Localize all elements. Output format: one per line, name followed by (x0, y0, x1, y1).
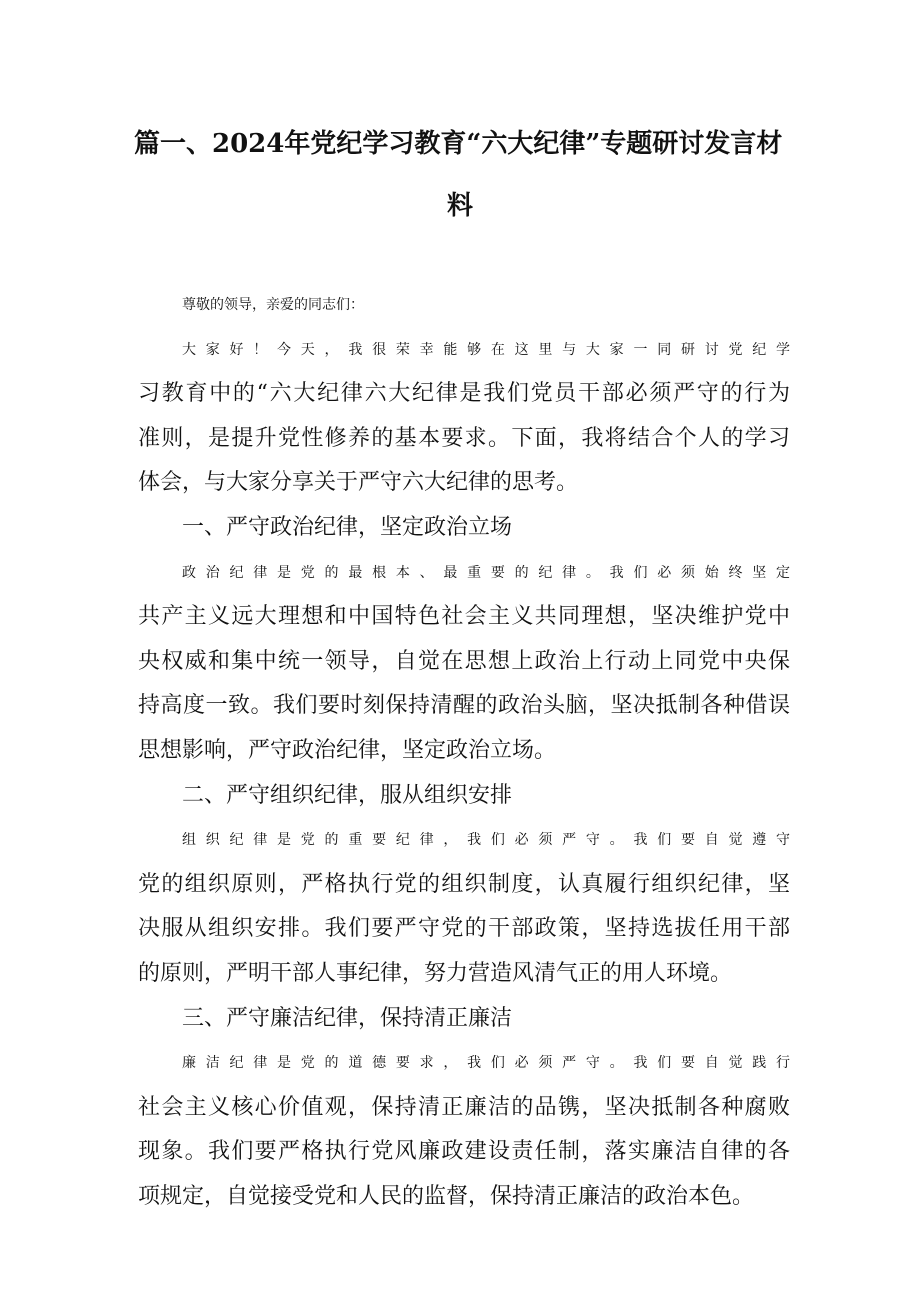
section-heading: 二、严守组织纪律，服从组织安排 (182, 782, 513, 808)
text-line: 体会，与大家分享关于严守六大纪律的思考。 (138, 470, 579, 496)
section-heading: 三、严守廉洁纪律，保持清正廉洁 (182, 1005, 513, 1031)
text-line: 组织纪律是党的重要纪律，我们必须严守。我们要自觉遵守 (182, 832, 790, 849)
section-paragraph (138, 1041, 790, 1219)
text-line: 现象。我们要严格执行党风廉政建设责任制，落实廉洁自律的各 (138, 1139, 790, 1165)
document-body (138, 283, 790, 1219)
salutation: 尊敬的领导，亲爱的同志们： (182, 297, 364, 313)
section-heading: 一、严守政治纪律，坚定政治立场 (182, 514, 513, 540)
text-line: 社会主义核心价值观，保持清正廉洁的品镌，坚决抵制各种腐败 (138, 1094, 790, 1120)
text-line: 项规定，自觉接受党和人民的监督，保持清正廉洁的政治本色。 (138, 1183, 755, 1209)
text-line: 政治纪律是党的最根本、最重要的纪律。我们必须始终坚定 (182, 564, 790, 581)
text-line: 准则，是提升党性修养的基本要求。下面，我将结合个人的学习 (138, 425, 790, 451)
text-line: 共产主义远大理想和中国特色社会主义共同理想，坚决维护党中 (138, 604, 790, 630)
section-paragraph (138, 818, 790, 996)
text-line: 思想影响，严守政治纪律，坚定政治立场。 (138, 737, 557, 763)
text-line: 持高度一致。我们要时刻保持清醒的政治头脑，坚决抵制各种借误 (138, 693, 790, 719)
text-line: 大家好！今天，我很荣幸能够在这里与大家一同研讨党纪学 (182, 341, 790, 358)
document-title: 篇一、2024年党纪学习教育“六大纪律”专题研讨发言材 (134, 129, 783, 159)
section-paragraph (138, 551, 790, 774)
text-line: 习教育中的“六大纪律六大纪律是我们党员干部必须严守的行为 (138, 381, 790, 407)
text-line: 决服从组织安排。我们要严守党的干部政策，坚持选拔任用干部 (138, 916, 790, 942)
text-line: 党的组织原则，严格执行党的组织制度，认真履行组织纪律，坚 (138, 871, 790, 897)
intro-paragraph (138, 328, 790, 506)
text-line: 廉洁纪律是党的道德要求，我们必须严守。我们要自觉践行 (182, 1055, 790, 1072)
text-line: 的原则，严明干部人事纪律，努力营造风清气正的用人环境。 (138, 960, 733, 986)
document-title-continuation: 料 (446, 191, 473, 221)
text-line: 央权威和集中统一领导，自觉在思想上政治上行动上同党中央保 (138, 648, 790, 674)
